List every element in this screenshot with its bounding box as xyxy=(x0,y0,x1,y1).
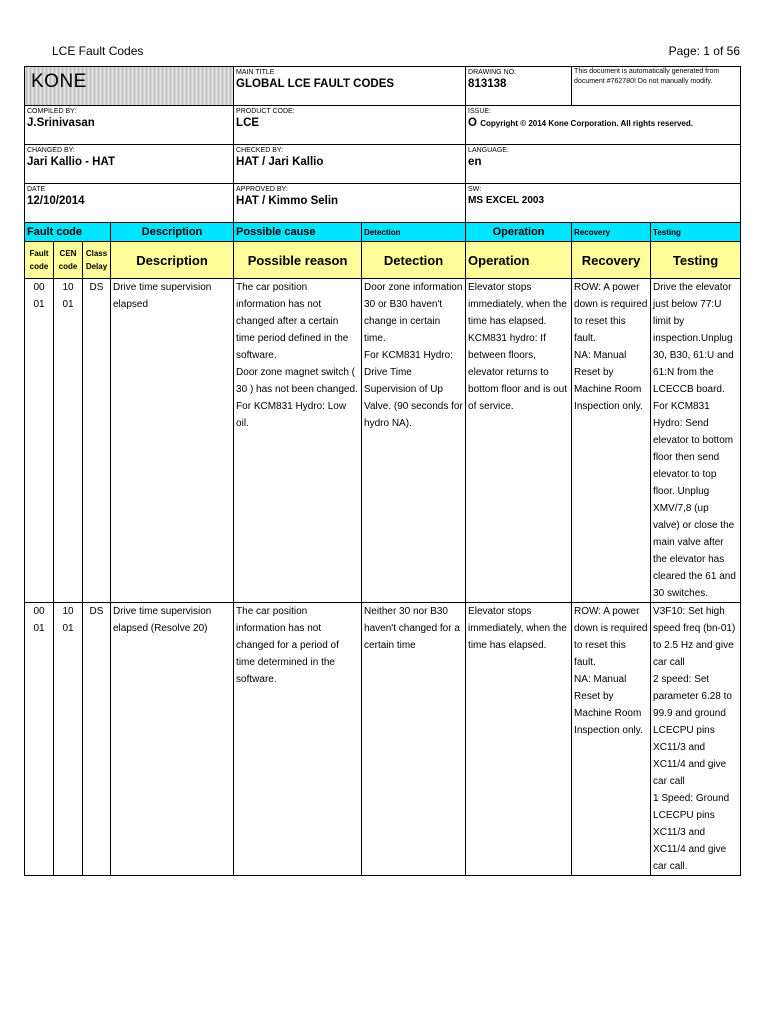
possible-reason: The car position information has not changed for a period of time determined in the software. xyxy=(234,603,362,876)
compiled-by-cell xyxy=(25,106,234,145)
product-code-cell xyxy=(234,106,466,145)
cyan-header-row xyxy=(25,223,741,242)
col-detection: Detection xyxy=(362,242,466,279)
drawing-number: 813138 xyxy=(468,78,507,90)
auto-generated-note: This document is automatically generated from document #762780! Do not manually modify. xyxy=(574,68,720,85)
issue-label: ISSUE: xyxy=(468,108,491,115)
cyan-fault-code: Fault code xyxy=(25,223,111,242)
changed-by-label: CHANGED BY: xyxy=(27,147,75,154)
document-title: LCE Fault Codes xyxy=(52,44,144,58)
class-delay: DS xyxy=(83,279,111,603)
table-row xyxy=(25,279,741,603)
cyan-description: Description xyxy=(111,223,234,242)
fault-code: 00 01 xyxy=(25,603,54,876)
operation: Elevator stops immediately, when the time has elapsed. xyxy=(466,603,572,876)
language-cell xyxy=(466,145,741,184)
issue-value: O xyxy=(468,117,477,129)
description: Drive time supervision elapsed xyxy=(111,279,234,603)
checked-by-label: CHECKED BY: xyxy=(236,147,284,154)
logo-cell xyxy=(25,67,234,106)
product-code-label: PRODUCT CODE: xyxy=(236,108,295,115)
compiled-by-label: COMPILED BY: xyxy=(27,108,77,115)
col-recovery: Recovery xyxy=(572,242,651,279)
drawing-number-label: DRAWING NO: xyxy=(468,69,517,76)
copyright-text: Copyright © 2014 Kone Corporation. All rights reserved. xyxy=(480,119,693,128)
kone-logo: KONE xyxy=(31,71,87,92)
description: Drive time supervision elapsed (Resolve 20) xyxy=(111,603,234,876)
approved-by-label: APPROVED BY: xyxy=(236,186,288,193)
changed-by-cell xyxy=(25,145,234,184)
fault-code-table xyxy=(24,66,741,876)
main-title-cell xyxy=(234,67,466,106)
operation: Elevator stops immediately, when the time has elapsed. KCM831 hydro: If between floors, elevator returns to bottom floor and is out of service. xyxy=(466,279,572,603)
language-label: LANGUAGE: xyxy=(468,147,509,154)
title-block-row-2 xyxy=(25,106,741,145)
main-title: GLOBAL LCE FAULT CODES xyxy=(236,78,395,90)
sw-label: SW: xyxy=(468,186,482,193)
cyan-detection: Detection xyxy=(362,223,466,242)
drawing-number-cell xyxy=(466,67,572,106)
changed-by: Jari Kallio - HAT xyxy=(27,156,115,168)
recovery: ROW: A power down is required to reset this fault. NA: Manual Reset by Machine Room Inspection only. xyxy=(572,279,651,603)
col-testing: Testing xyxy=(651,242,741,279)
compiled-by: J.Srinivasan xyxy=(27,117,95,129)
checked-by-cell xyxy=(234,145,466,184)
title-block-row-1 xyxy=(25,67,741,106)
title-block-row-3 xyxy=(25,145,741,184)
detection: Door zone information 30 or B30 haven't change in certain time. For KCM831 Hydro: Drive Time Supervision of Up Valve. (90 seconds for hydro NA). xyxy=(362,279,466,603)
title-block-row-4 xyxy=(25,184,741,223)
fault-code: 00 01 xyxy=(25,279,54,603)
date-label: DATE xyxy=(27,186,46,193)
approved-by-cell xyxy=(234,184,466,223)
detection: Neither 30 nor B30 haven't changed for a certain time xyxy=(362,603,466,876)
col-operation: Operation xyxy=(466,242,572,279)
sw-cell xyxy=(466,184,741,223)
checked-by: HAT / Jari Kallio xyxy=(236,156,324,168)
fault-code-sheet xyxy=(24,66,740,872)
testing: Drive the elevator just below 77:U limit by inspection.Unplug 30, B30, 61:U and 61:N from the LCECCB board. For KCM831 Hydro: Send elevator to bottom floor then send elevator to top floor. Unplug XMV/7,8 (up valve) or close the main valve after the elevator has cleared the 61 and 30 switches. xyxy=(651,279,741,603)
date: 12/10/2014 xyxy=(27,195,85,207)
class-delay: DS xyxy=(83,603,111,876)
page-number: Page: 1 of 56 xyxy=(668,44,740,58)
cyan-recovery: Recovery xyxy=(572,223,651,242)
testing: V3F10: Set high speed freq (bn-01) to 2.5 Hz and give car call 2 speed: Set parameter 6.28 to 99.9 and ground LCECPU pins XC11/3 and XC11/4 and give car call 1 Speed: Ground LCECPU pins XC11/3 and XC11/4 and give car call. xyxy=(651,603,741,876)
cyan-testing: Testing xyxy=(651,223,741,242)
main-title-label: MAIN TITLE xyxy=(236,69,275,76)
col-cen-code: CEN code xyxy=(54,242,83,279)
cyan-possible-cause: Possible cause xyxy=(234,223,362,242)
recovery: ROW: A power down is required to reset this fault. NA: Manual Reset by Machine Room Inspection only. xyxy=(572,603,651,876)
date-cell xyxy=(25,184,234,223)
auto-note-cell xyxy=(572,67,741,106)
possible-reason: The car position information has not changed after a certain time period defined in the software. Door zone magnet switch ( 30 ) has not been changed. For KCM831 Hydro: Low oil. xyxy=(234,279,362,603)
cyan-operation: Operation xyxy=(466,223,572,242)
column-header-row xyxy=(25,242,741,279)
language: en xyxy=(468,156,482,168)
sw: MS EXCEL 2003 xyxy=(468,195,545,206)
col-description: Description xyxy=(111,242,234,279)
table-row xyxy=(25,603,741,876)
cen-code: 10 01 xyxy=(54,279,83,603)
cen-code: 10 01 xyxy=(54,603,83,876)
issue-cell xyxy=(466,106,741,145)
col-fault-code: Fault code xyxy=(25,242,54,279)
col-possible-reason: Possible reason xyxy=(234,242,362,279)
approved-by: HAT / Kimmo Selin xyxy=(236,195,339,207)
product-code: LCE xyxy=(236,117,260,129)
col-class-delay: Class Delay xyxy=(83,242,111,279)
